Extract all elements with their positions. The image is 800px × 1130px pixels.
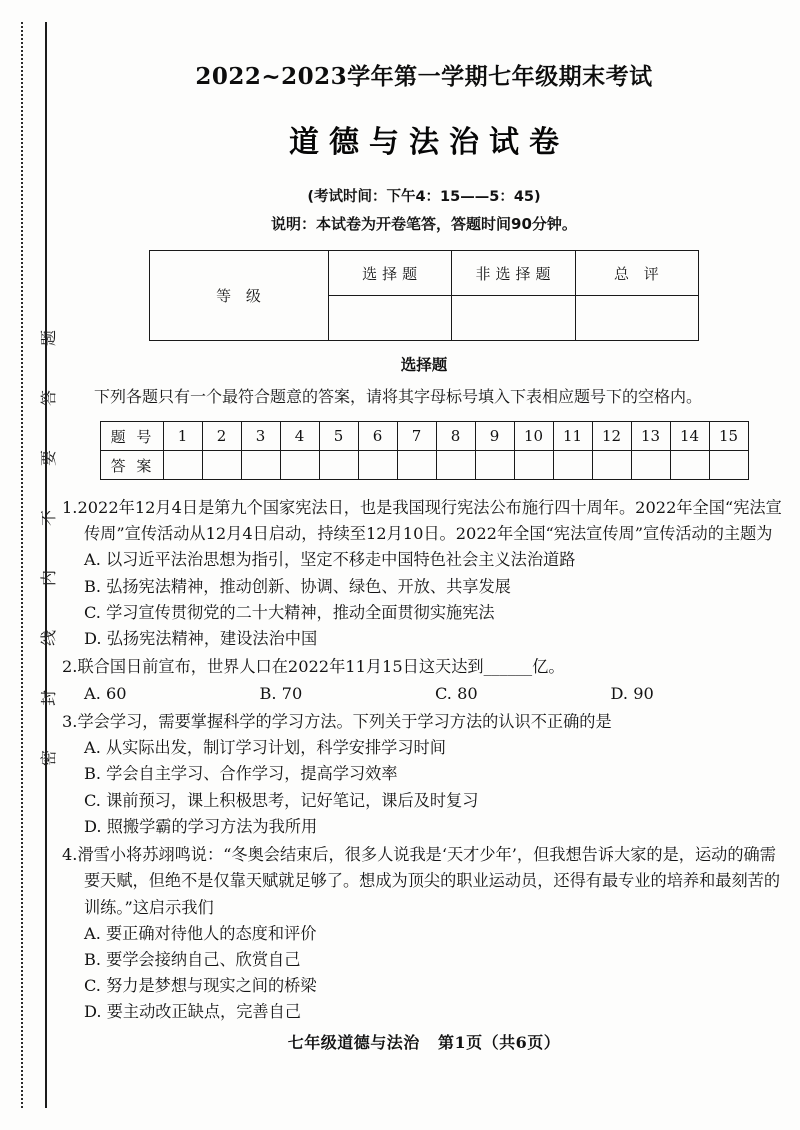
question-4-number: 4. xyxy=(62,845,78,865)
answer-number-5: 5 xyxy=(319,422,358,451)
seal-char-4: 不 xyxy=(39,509,59,526)
question-4-options xyxy=(62,921,786,1026)
answer-cell-3[interactable] xyxy=(241,451,280,480)
question-4-option-b[interactable]: B. 要学会接纳自己、欣赏自己 xyxy=(84,949,301,969)
question-item xyxy=(62,495,786,652)
grade-table-header-row xyxy=(150,251,699,296)
answer-number-11: 11 xyxy=(553,422,592,451)
answer-cell-15[interactable] xyxy=(709,451,748,480)
answer-number-15: 15 xyxy=(709,422,748,451)
question-4-text: 滑雪小将苏翊鸣说：“冬奥会结束后，很多人说我是‘天才少年’，但我想告诉大家的是，运动的确需要天赋，但绝不是仅靠天赋就足够了。想成为顶尖的职业运动员，还得有最专业的培养和最刻苦的训练。”这启示我们 xyxy=(77,845,781,917)
question-1-options xyxy=(62,547,786,652)
question-2-text: 联合国日前宣布，世界人口在2022年11月15日这天达到______亿。 xyxy=(77,657,565,677)
question-2-number: 2. xyxy=(62,657,78,677)
answer-table-wrapper xyxy=(62,421,786,480)
grade-value-choice[interactable] xyxy=(329,296,452,341)
answer-number-1: 1 xyxy=(163,422,202,451)
answer-cell-11[interactable] xyxy=(553,451,592,480)
question-1-number: 1. xyxy=(62,498,78,517)
exam-title: 2022~2023学年第一学期七年级期末考试 xyxy=(195,63,653,90)
answer-cell-4[interactable] xyxy=(280,451,319,480)
answer-number-6: 6 xyxy=(358,422,397,451)
answer-row-label-number: 题 号 xyxy=(100,422,163,451)
question-4-stem xyxy=(62,842,786,921)
exam-time-line: (考试时间：下午4：15——5：45) xyxy=(307,189,541,205)
question-2-option-a[interactable]: A. 60 xyxy=(84,683,127,703)
answer-number-9: 9 xyxy=(475,422,514,451)
answer-number-12: 12 xyxy=(592,422,631,451)
answer-table-number-row xyxy=(100,422,748,451)
footer-subject: 七年级道德与法治 xyxy=(287,1033,420,1052)
answer-cell-7[interactable] xyxy=(397,451,436,480)
exam-content xyxy=(62,0,786,1130)
answer-number-10: 10 xyxy=(514,422,553,451)
answer-number-7: 7 xyxy=(397,422,436,451)
exam-note-line: 说明：本试卷为开卷笔答，答题时间90分钟。 xyxy=(271,215,577,233)
seal-solid-line xyxy=(45,22,47,1108)
question-1-text: 2022年12月4日是第九个国家宪法日，也是我国现行宪法公布施行四十周年。2022年全国“宪法宣传周”宣传活动从12月4日启动，持续至12月10日。2022年全国“宪法宣传周”宣传活动的主题为 xyxy=(77,498,782,544)
question-3-option-c[interactable]: C. 课前预习，课上积极思考，记好笔记，课后及时复习 xyxy=(84,790,479,810)
question-4-option-d[interactable]: D. 要主动改正缺点，完善自己 xyxy=(84,1002,301,1022)
answer-cell-2[interactable] xyxy=(202,451,241,480)
question-1-option-b[interactable]: B. 弘扬宪法精神，推动创新、协调、绿色、开放、共享发展 xyxy=(84,576,511,596)
answer-cell-9[interactable] xyxy=(475,451,514,480)
grade-col-total: 总 评 xyxy=(575,251,698,296)
question-3-options xyxy=(62,735,786,840)
question-2-stem xyxy=(62,654,786,680)
answer-table-answer-row xyxy=(100,451,748,480)
question-4-option-c[interactable]: C. 努力是梦想与现实之间的桥梁 xyxy=(84,976,317,996)
section-title: 选择题 xyxy=(400,356,448,374)
question-3-option-a[interactable]: A. 从实际出发，制订学习计划，科学安排学习时间 xyxy=(84,738,446,758)
seal-dotted-line xyxy=(21,22,23,1108)
answer-cell-8[interactable] xyxy=(436,451,475,480)
question-1-option-d[interactable]: D. 弘扬宪法精神，建设法治中国 xyxy=(84,629,318,649)
grade-value-nonchoice[interactable] xyxy=(452,296,575,341)
questions-list xyxy=(62,495,786,1026)
grade-value-total[interactable] xyxy=(575,296,698,341)
question-3-number: 3. xyxy=(62,711,78,731)
answer-cell-5[interactable] xyxy=(319,451,358,480)
question-3-stem xyxy=(62,709,786,735)
footer-page-number: 第1页（共6页） xyxy=(437,1033,561,1052)
answer-cell-1[interactable] xyxy=(163,451,202,480)
seal-char-6: 答 xyxy=(39,389,59,406)
question-1-option-c[interactable]: C. 学习宣传贯彻党的二十大精神，推动全面贯彻实施宪法 xyxy=(84,602,495,622)
seal-char-1: 封 xyxy=(39,690,59,707)
section-instruction: 下列各题只有一个最符合题意的答案，请将其字母标号填入下表相应题号下的空格内。 xyxy=(94,387,703,406)
answer-cell-13[interactable] xyxy=(631,451,670,480)
answer-cell-10[interactable] xyxy=(514,451,553,480)
question-4-option-a[interactable]: A. 要正确对待他人的态度和评价 xyxy=(84,923,317,943)
seal-char-2: 线 xyxy=(39,630,59,647)
answer-row-label-answer: 答 案 xyxy=(100,451,163,480)
seal-char-5: 要 xyxy=(39,449,59,466)
question-2-option-c[interactable]: C. 80 xyxy=(435,683,478,703)
seal-vertical-text xyxy=(35,238,61,858)
answer-number-3: 3 xyxy=(241,422,280,451)
question-3-option-d[interactable]: D. 照搬学霸的学习方法为我所用 xyxy=(84,816,318,836)
question-3-text: 学会学习，需要掌握科学的学习方法。下列关于学习方法的认识不正确的是 xyxy=(77,711,612,731)
answer-cell-12[interactable] xyxy=(592,451,631,480)
grade-col-nonchoice: 非选择题 xyxy=(452,251,575,296)
grade-table-wrapper xyxy=(62,250,786,341)
grade-col-choice: 选择题 xyxy=(329,251,452,296)
question-item xyxy=(62,654,786,706)
subject-title: 道德与法治试卷 xyxy=(289,125,569,160)
question-3-option-b[interactable]: B. 学会自主学习、合作学习，提高学习效率 xyxy=(84,764,398,784)
question-item xyxy=(62,842,786,1026)
answer-number-13: 13 xyxy=(631,422,670,451)
answer-number-2: 2 xyxy=(202,422,241,451)
answer-number-4: 4 xyxy=(280,422,319,451)
question-item xyxy=(62,709,786,840)
seal-char-3: 内 xyxy=(39,570,59,587)
answer-number-8: 8 xyxy=(436,422,475,451)
seal-char-0: 密 xyxy=(39,750,59,767)
answer-cell-14[interactable] xyxy=(670,451,709,480)
question-2-option-b[interactable]: B. 70 xyxy=(259,683,303,703)
question-2-option-d[interactable]: D. 90 xyxy=(610,683,654,703)
question-1-stem xyxy=(62,495,786,547)
answer-number-14: 14 xyxy=(670,422,709,451)
answer-table xyxy=(100,421,749,480)
grade-label-cell: 等 级 xyxy=(150,251,329,341)
page-footer xyxy=(62,1030,786,1053)
grade-table xyxy=(149,250,699,341)
answer-cell-6[interactable] xyxy=(358,451,397,480)
seal-char-7: 题 xyxy=(39,329,59,346)
question-1-option-a[interactable]: A. 以习近平法治思想为指引，坚定不移走中国特色社会主义法治道路 xyxy=(84,550,576,570)
question-2-options xyxy=(62,681,786,707)
